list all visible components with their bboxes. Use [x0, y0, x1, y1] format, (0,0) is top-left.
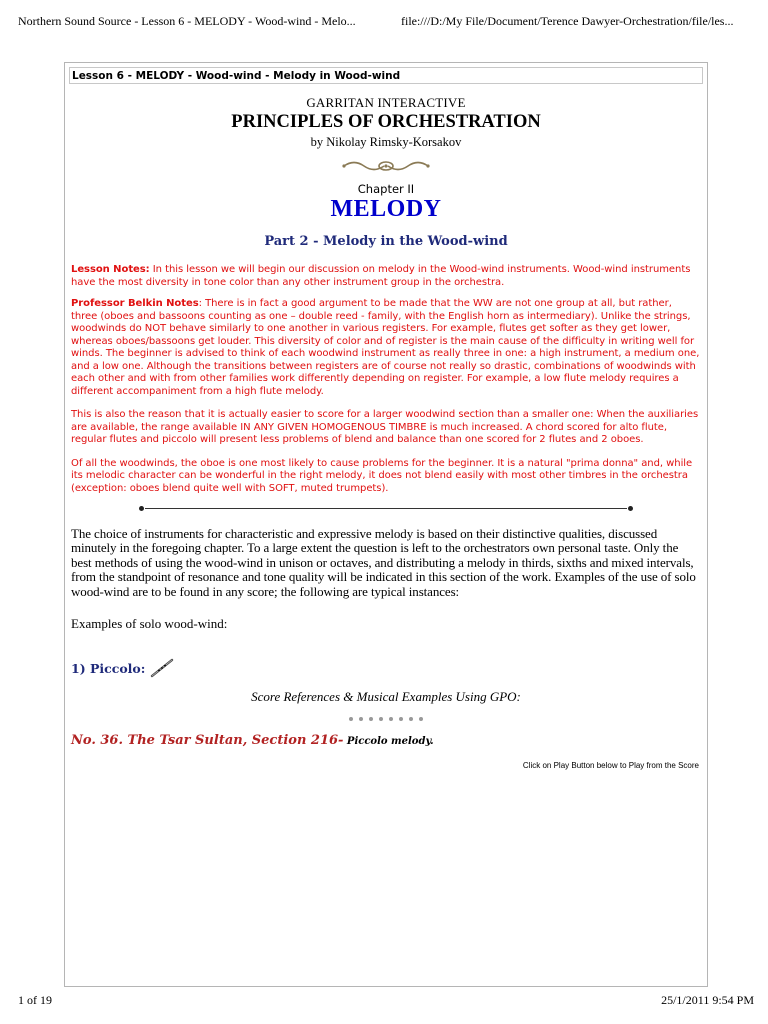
divider-end-dot: [139, 506, 144, 511]
print-header-title: Northern Sound Source - Lesson 6 - MELODY - Wood-wind - Melo...: [18, 14, 356, 28]
lesson-notes-label: Lesson Notes:: [71, 264, 150, 275]
print-header-url: file:///D:/My File/Document/Terence Dawyer-Orchestration/file/les...: [401, 14, 734, 28]
lesson-notes-text: In this lesson we will begin our discussion on melody in the Wood-wind instruments. Wood-wind instruments have the most diversity in tone color than any other instrument group in the orchestra.: [71, 264, 691, 288]
chapter-label: Chapter II: [357, 182, 415, 196]
score-references-heading: Score References & Musical Examples Using GPO:: [251, 689, 521, 705]
example-no36-title: No. 36. The Tsar Sultan, Section 216-: [71, 733, 344, 749]
example-no36-subtitle: Piccolo melody.: [343, 736, 434, 748]
section-divider: [139, 505, 633, 513]
piccolo-label: 1) Piccolo:: [71, 660, 146, 676]
examples-label: Examples of solo wood-wind:: [71, 616, 228, 632]
piccolo-icon: [149, 658, 175, 678]
chapter-title: MELODY: [330, 196, 442, 222]
scroll-ornament-icon: [340, 159, 432, 173]
lesson-notes: [65, 264, 707, 289]
part-heading: Part 2 - Melody in the Wood-wind: [264, 234, 508, 249]
belkin-notes-label: Professor Belkin Notes: [71, 298, 199, 309]
play-instruction: Click on Play Button below to Play from the Score: [522, 761, 699, 771]
dotted-separator: [65, 717, 707, 721]
lesson-bar: Lesson 6 - MELODY - Wood-wind - Melody in Wood-wind: [69, 67, 703, 84]
book-title: PRINCIPLES OF ORCHESTRATION: [231, 112, 541, 132]
piccolo-heading: [71, 658, 707, 678]
author-byline: by Nikolay Rimsky-Korsakov: [310, 135, 462, 149]
divider-end-dot: [628, 506, 633, 511]
print-footer: [18, 993, 754, 1008]
main-paragraph: The choice of instruments for characteristic and expressive melody is based on their distinctive qualities, discussed minutely in the foregoing chapter. To a large extent the question is left to the orchestrators own personal taste. Only the best methods of using the wood-wind in unison or octaves, and distributing a melody in thirds, sixths and mixed intervals, from the standpoint of resonance and tone quality will be indicated in this section of the work. Examples of the use of solo wood-wind are to be found in any score; the following are typical instances:: [71, 526, 696, 599]
belkin-notes-text: : There is in fact a good argument to be made that the WW are not one group at all, but rather, three (oboes and bassoons counting as one – double reed - family, with the English horn as intermediary). Unlike the strings, woodwinds do NOT behave similarly to one another in various registers. For example, flutes get softer as they get lower, whereas oboes/bassoons get louder. This diversity of color and of register is the main cause of the difficulty in writing well for winds. The beginner is advised to think of each woodwind instrument as really three in one: a high instrument, a medium one, and a low one. Although the transitions between registers are of course not really so drastic, combinations of woodwinds with each other and with from other families work differently depending on register. For example, a low flute melody requires a different accompaniment from a high flute melody.: [71, 298, 700, 397]
print-header: [18, 14, 756, 29]
belkin-notes: [65, 298, 707, 398]
print-timestamp: 25/1/2011 9:54 PM: [661, 993, 754, 1007]
oboe-note: Of all the woodwinds, the oboe is one most likely to cause problems for the beginner. It is a natural "prima donna" and, while its melodic character can be wonderful in the right melody, it does not blend easily with most other timbres in the orchestra (exception: oboes blend quite well with SOFT, muted trumpets).: [71, 457, 693, 494]
publisher-heading: GARRITAN INTERACTIVE: [306, 95, 466, 110]
page-number: 1 of 19: [18, 993, 52, 1007]
woodwind-section-note: This is also the reason that it is actually easier to score for a larger woodwind section than a smaller one: When the auxiliaries are available, the range available IN ANY GIVEN HOMOGENOUS TIMBRE is much increased. A chord scored for alto flute, regular flutes and piccolo will present less problems of blend and balance than one scored for 2 flutes and 2 oboes.: [71, 409, 699, 445]
example-no36-heading: [71, 731, 707, 749]
page-frame: [64, 62, 708, 987]
